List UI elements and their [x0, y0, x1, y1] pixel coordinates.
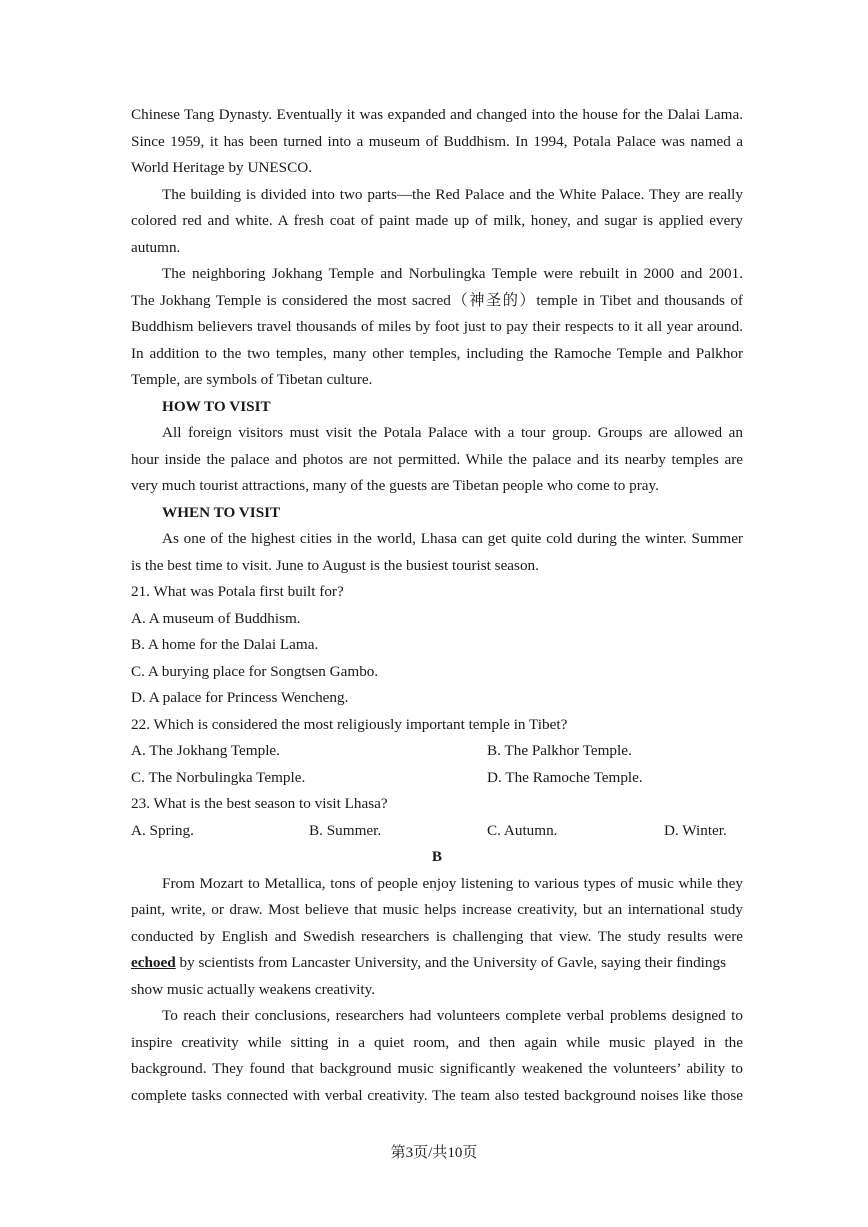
paragraph: [131, 261, 743, 394]
text-line: background. They found that background music significantly weakened the volunteers’ ability to: [131, 1060, 743, 1077]
text-line: conducted by English and Swedish researchers is challenging that view. The study results were: [131, 927, 743, 945]
text-line: Since 1959, it has been turned into a museum of Buddhism. In 1994, Potala Palace was named a: [131, 132, 743, 150]
answer-option[interactable]: D. A palace for Princess Wencheng.: [131, 689, 349, 706]
text-line: Buddhism believers travel thousands of miles by foot just to pay their respects to it all year around.: [131, 318, 743, 335]
text-line: To reach their conclusions, researchers had volunteers complete verbal problems designed to: [162, 1007, 743, 1024]
page-content: [131, 102, 743, 1109]
question-stem: 21. What was Potala first built for?: [131, 583, 344, 600]
text-fragment: by scientists from Lancaster University, and the University of Gavle, saying their findings: [175, 954, 726, 971]
text-line: complete tasks connected with verbal creativity. The team also tested background noises like those: [131, 1086, 743, 1104]
paragraph: [131, 1003, 743, 1109]
answer-option[interactable]: C. A burying place for Songtsen Gambo.: [131, 662, 379, 680]
question-23: [131, 791, 743, 844]
section-heading: WHEN TO VISIT: [162, 503, 281, 521]
answer-option[interactable]: D. The Ramoche Temple.: [487, 768, 643, 786]
answer-options-row: [131, 738, 743, 765]
text-line: In addition to the two temples, many other temples, including the Ramoche Temple and Palkhor: [131, 344, 743, 362]
section-heading: HOW TO VISIT: [162, 397, 271, 415]
text-line: inspire creativity while sitting in a quiet room, and then again while music played in the: [131, 1033, 743, 1051]
text-line: The building is divided into two parts—the Red Palace and the White Palace. They are really: [162, 185, 743, 203]
answer-option[interactable]: A. A museum of Buddhism.: [131, 609, 301, 627]
text-line: colored red and white. A fresh coat of paint made up of milk, honey, and sugar is applied every: [131, 212, 743, 229]
answer-option[interactable]: A. The Jokhang Temple.: [131, 742, 280, 759]
text-line: show music actually weakens creativity.: [131, 980, 376, 998]
text-line: [131, 950, 743, 977]
answer-options-row: [131, 818, 743, 845]
text-line: The Jokhang Temple is considered the most sacred（神圣的）temple in Tibet and thousands of: [131, 291, 743, 309]
text-line: autumn.: [131, 238, 181, 256]
answer-option[interactable]: B. A home for the Dalai Lama.: [131, 636, 319, 653]
text-line: All foreign visitors must visit the Potala Palace with a tour group. Groups are allowed an: [162, 424, 743, 441]
text-line: The neighboring Jokhang Temple and Norbulingka Temple were rebuilt in 2000 and 2001.: [162, 265, 743, 282]
highlighted-word: echoed: [131, 954, 176, 971]
paragraph: [131, 420, 743, 500]
answer-option[interactable]: D. Winter.: [664, 821, 727, 839]
page-number: 第3页/共10页: [390, 1145, 478, 1161]
answer-option[interactable]: B. Summer.: [309, 821, 382, 839]
answer-option[interactable]: A. Spring.: [131, 821, 194, 839]
paragraph: [131, 182, 743, 262]
paragraph: [131, 871, 743, 1004]
question-22: [131, 712, 743, 792]
answer-options-row: [131, 765, 743, 792]
paragraph: [131, 102, 743, 182]
text-line: hour inside the palace and photos are not permitted. While the palace and its nearby temples are: [131, 450, 743, 468]
text-line: Chinese Tang Dynasty. Eventually it was expanded and changed into the house for the Dalai Lama.: [131, 106, 743, 123]
text-line: World Heritage by UNESCO.: [131, 159, 312, 176]
text-line: Temple, are symbols of Tibetan culture.: [131, 371, 373, 388]
text-line: is the best time to visit. June to August is the busiest tourist season.: [131, 556, 539, 574]
question-stem: 22. Which is considered the most religiously important temple in Tibet?: [131, 715, 568, 733]
answer-option[interactable]: B. The Palkhor Temple.: [487, 742, 632, 759]
question-stem: 23. What is the best season to visit Lhasa?: [131, 795, 388, 812]
text-line: very much tourist attractions, many of the guests are Tibetan people who come to pray.: [131, 477, 659, 494]
text-line: As one of the highest cities in the world, Lhasa can get quite cold during the winter. Summer: [162, 530, 743, 547]
answer-option[interactable]: C. Autumn.: [487, 821, 558, 839]
paragraph: [131, 526, 743, 579]
text-line: From Mozart to Metallica, tons of people enjoy listening to various types of music while they: [162, 874, 743, 892]
question-21: [131, 579, 743, 712]
text-line: paint, write, or draw. Most believe that music helps increase creativity, but an international study: [131, 901, 743, 918]
section-label: B: [431, 848, 443, 865]
answer-option[interactable]: C. The Norbulingka Temple.: [131, 768, 306, 786]
